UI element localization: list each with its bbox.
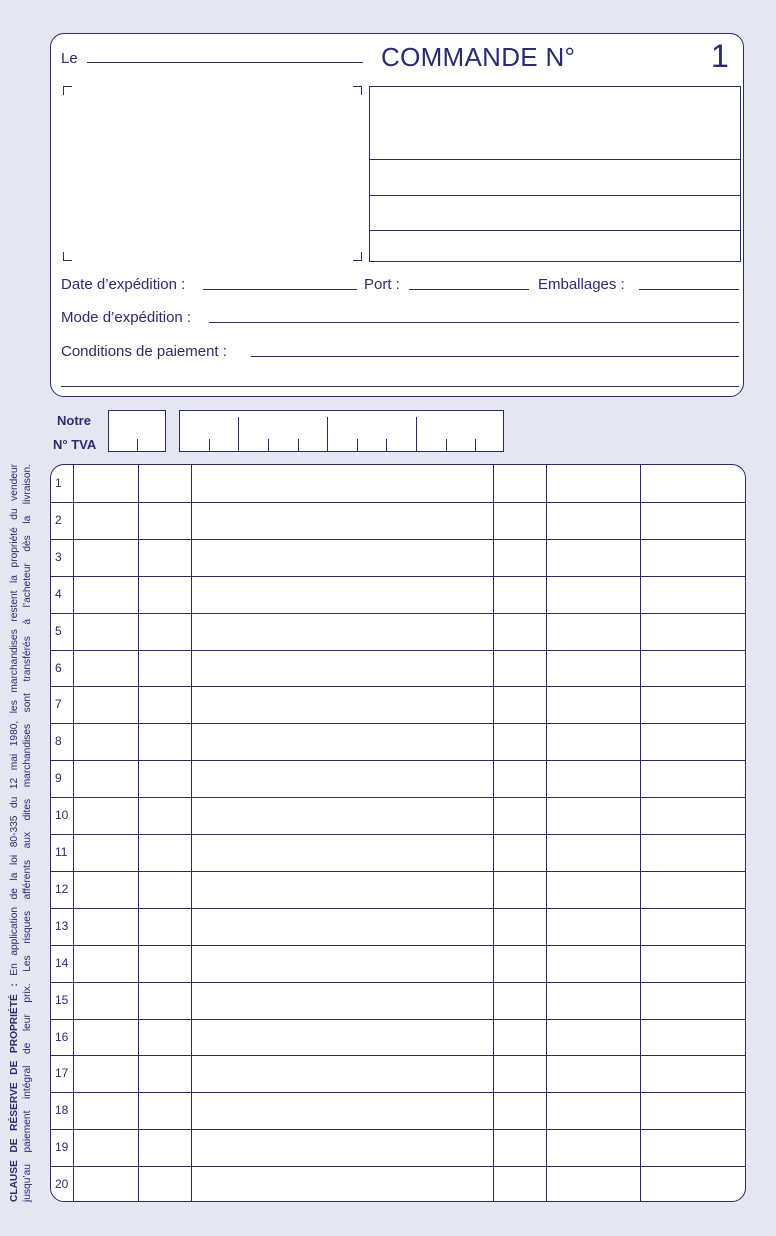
table-row xyxy=(51,1092,745,1093)
digit-separator xyxy=(475,439,476,451)
table-row xyxy=(51,539,745,540)
clause-text-line1: En application de la loi 80-335 du 12 mai 1980, les marchandises restent la propriété du vendeur xyxy=(9,464,20,976)
clause-line1 xyxy=(8,464,21,1202)
emballages-field[interactable] xyxy=(639,289,739,290)
table-row xyxy=(51,1166,745,1167)
row-number: 9 xyxy=(55,771,62,786)
row-number: 16 xyxy=(55,1029,69,1044)
digit-separator xyxy=(386,439,387,451)
corner-mark xyxy=(353,86,362,95)
table-row xyxy=(51,1129,745,1130)
table-row xyxy=(51,613,745,614)
table-row xyxy=(51,908,745,909)
table-row xyxy=(51,982,745,983)
payment-conditions-label: Conditions de paiement : xyxy=(61,343,227,360)
row-number: 1 xyxy=(55,476,62,490)
row-number: 11 xyxy=(55,845,68,859)
retention-of-title-clause xyxy=(8,464,44,1202)
shipping-mode-label: Mode d’expédition : xyxy=(61,309,192,326)
extra-line-field[interactable] xyxy=(61,386,739,387)
clause-text-line2: jusqu’au paiement intégral de leur prix. Les risques afférents aux dites marchandises sont transférés à l’acheteur dès la livraison. xyxy=(22,464,33,1202)
corner-mark xyxy=(63,86,72,95)
row-number: 17 xyxy=(55,1066,69,1081)
table-row xyxy=(51,576,745,577)
row-number: 2 xyxy=(55,512,62,527)
row-number: 4 xyxy=(55,586,62,601)
order-header-frame xyxy=(50,33,744,397)
table-row xyxy=(51,871,745,872)
group-separator xyxy=(416,417,417,451)
shipping-mode-field[interactable] xyxy=(209,322,739,323)
date-field[interactable] xyxy=(87,62,363,63)
clause-title: CLAUSE DE RÉSERVE DE PROPRIÉTÉ : xyxy=(9,983,20,1202)
digit-separator xyxy=(446,439,447,451)
row-number: 7 xyxy=(55,697,62,712)
row-number: 3 xyxy=(55,549,62,564)
table-row xyxy=(51,686,745,687)
digit-separator xyxy=(268,439,269,451)
row-number: 10 xyxy=(55,808,69,823)
digit-separator xyxy=(357,439,358,451)
row-number: 12 xyxy=(55,881,69,896)
table-row xyxy=(51,502,745,503)
table-row xyxy=(51,760,745,761)
row-number: 18 xyxy=(55,1103,69,1118)
recipient-address-box[interactable] xyxy=(369,86,741,262)
order-number: 1 xyxy=(711,38,729,74)
corner-mark xyxy=(63,252,72,261)
tva-label-line2: N° TVA xyxy=(53,437,97,452)
row-number: 13 xyxy=(55,918,69,933)
table-row xyxy=(51,650,745,651)
address-line xyxy=(370,195,740,196)
row-number: 6 xyxy=(55,660,62,675)
tva-number-box[interactable] xyxy=(179,410,504,452)
tva-prefix-box[interactable] xyxy=(108,410,166,452)
date-label: Le xyxy=(61,50,78,67)
digit-separator xyxy=(137,439,138,451)
order-lines-table xyxy=(50,464,746,1202)
row-number: 19 xyxy=(55,1140,69,1155)
table-row xyxy=(51,797,745,798)
group-separator xyxy=(327,417,328,451)
table-row xyxy=(51,834,745,835)
address-line xyxy=(370,159,740,160)
corner-mark xyxy=(353,252,362,261)
port-label: Port : xyxy=(364,276,400,293)
row-number: 8 xyxy=(55,734,62,749)
shipping-date-label: Date d’expédition : xyxy=(61,276,186,293)
table-row xyxy=(51,1019,745,1020)
port-field[interactable] xyxy=(409,289,529,290)
row-number: 5 xyxy=(55,623,62,638)
digit-separator xyxy=(209,439,210,451)
table-row xyxy=(51,723,745,724)
order-title: COMMANDE N° xyxy=(381,42,576,72)
digit-separator xyxy=(298,439,299,451)
payment-conditions-field[interactable] xyxy=(251,356,739,357)
row-number: 14 xyxy=(55,955,69,970)
table-row xyxy=(51,1055,745,1056)
emballages-label: Emballages : xyxy=(538,276,625,293)
tva-label-line1: Notre xyxy=(57,413,91,428)
shipping-date-field[interactable] xyxy=(203,289,357,290)
row-number: 20 xyxy=(55,1177,69,1192)
row-number: 15 xyxy=(55,992,69,1007)
address-line xyxy=(370,230,740,231)
group-separator xyxy=(238,417,239,451)
table-row xyxy=(51,945,745,946)
